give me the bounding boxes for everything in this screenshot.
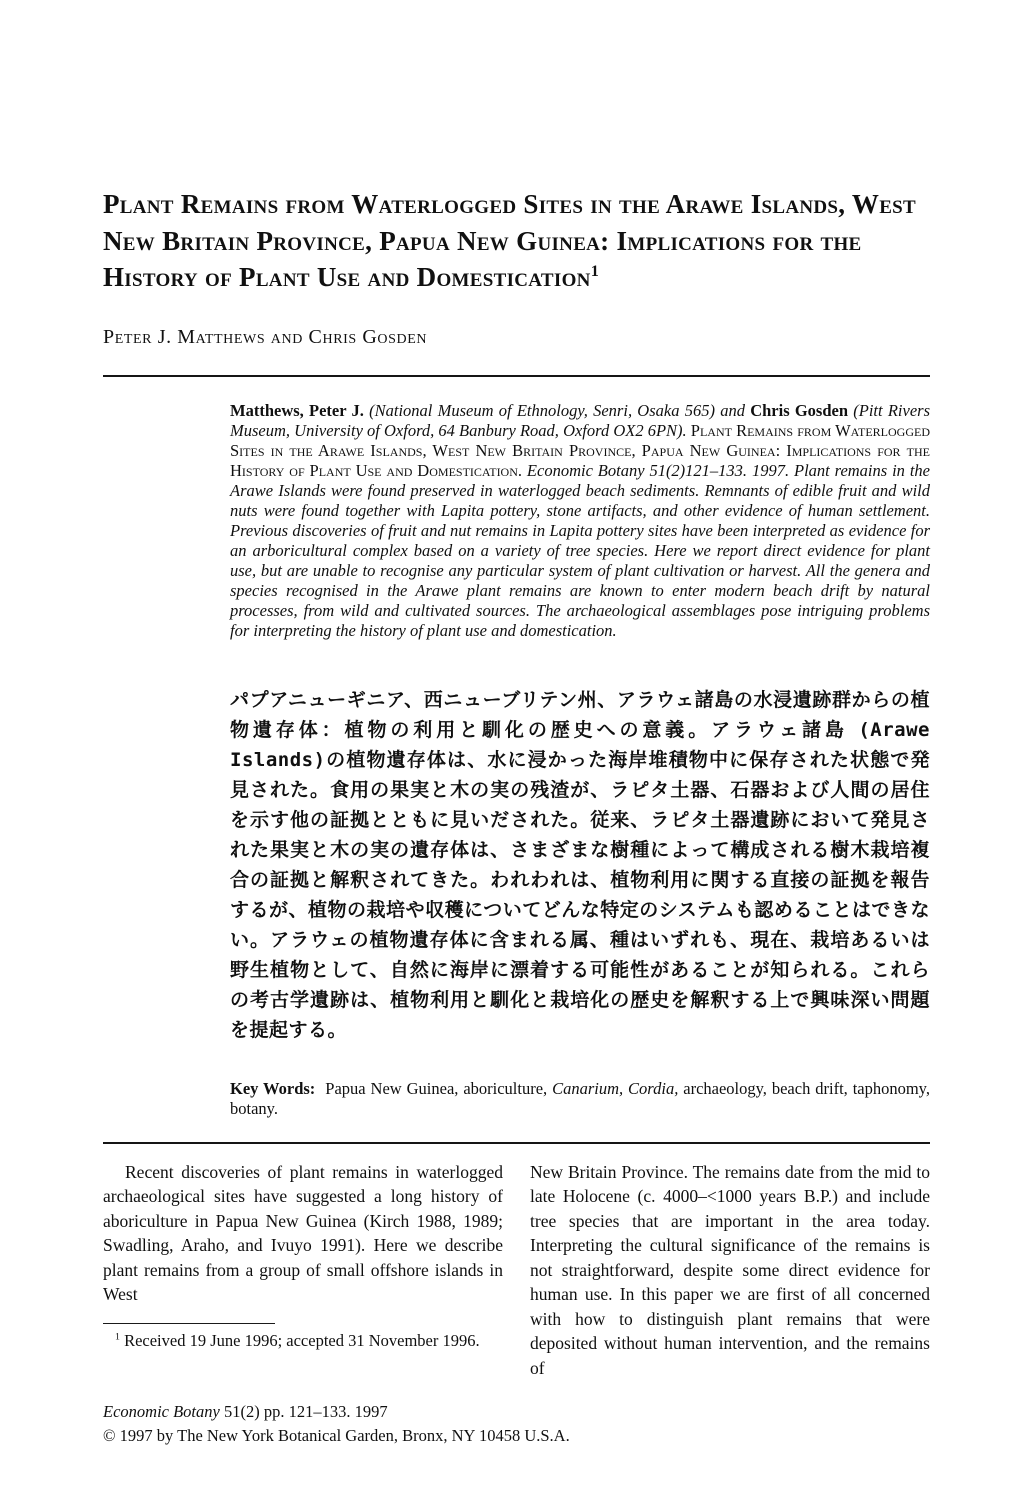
footer-citation-line [103, 1400, 570, 1424]
keywords-italic-terms: Canarium, Cordia, [552, 1078, 679, 1098]
abstract-paragraph [230, 401, 930, 640]
body-columns [103, 1160, 930, 1381]
footer-copyright-line: © 1997 by The New York Botanical Garden, Bronx, NY 10458 U.S.A. [103, 1426, 570, 1445]
authors-line: Peter J. Matthews and Chris Gosden [103, 326, 428, 349]
keywords-tail: archaeology, beach drift, taphonomy, botany. [230, 1078, 930, 1119]
paper-title-text: Plant Remains from Waterlogged Sites in the Arawe Islands, West New Britain Province, Papua New Guinea: Implications for the History of Plant Use and Domestication [103, 189, 917, 293]
japanese-abstract [230, 685, 930, 1045]
abstract-author-2: Chris Gosden [750, 401, 849, 421]
title-footnote-marker: 1 [590, 262, 600, 281]
paper-title [103, 186, 930, 296]
abstract-article-title: Plant Remains from Waterlogged Sites in the Arawe Islands, West New Britain Province, Papua New Guinea: Implications for the History of Plant Use and Domestication. [230, 421, 930, 481]
divider-bottom [103, 1142, 930, 1144]
abstract-body-text: Economic Botany 51(2)121–133. 1997. Plant remains in the Arawe Islands were found preserved in waterlogged beach sediments. Remnants of edible fruit and wild nuts were found together with Lapita pottery, stone artifacts, and other evidence of human settlement. Previous discoveries of fruit and nut remains in Lapita pottery sites have been interpreted as evidence for an arboricultural complex based on a variety of tree species. Here we report direct evidence for plant use, but are unable to recognise any particular system of plant cultivation or harvest. All the genera and species recognised in the Arawe plant remains are known to enter modern beach drift by natural processes, from wild and cultivated sources. The archaeological assemblages pose intriguing problems for interpreting the history of plant use and domestication. [230, 461, 930, 640]
keywords-label: Key Words: [230, 1078, 316, 1098]
divider-top [103, 375, 930, 377]
japanese-abstract-part2: の植物遺存体は、水に浸かった海岸堆積物中に保存された状態で発見された。食用の果実と木の実の残渣が、ラピタ土器、石器および人間の居住を示す他の証拠とともに見いだされた。従来、ラピタ土器遺跡において発見された果実と木の実の遺存体は、さまざまな樹種によって構成される樹木栽培複合の証拠と解釈されてきた。われわれは、植物利用に関する直接の証拠を報告するが、植物の栽培や収穫についてどんな特定のシステムも認めることはできない。アラウェの植物遺存体に含まれる属、種はいずれも、現在、栽培あるいは野生植物として、自然に海岸に漂着する可能性があることが知られる。これらの考古学遺跡は、植物利用と馴化と栽培化の歴史を解釈する上で興味深い問題を提起する。 [230, 748, 930, 1041]
left-column-paragraph: Recent discoveries of plant remains in waterlogged archaeological sites have suggested a long history of aboriculture in Papua New Guinea (Kirch 1988, 1989; Swadling, Araho, and Ivuyo 1991). Here we describe plant remains from a group of small offshore islands in West [103, 1161, 503, 1305]
keywords-lead: Papua New Guinea, aboriculture, [325, 1078, 553, 1098]
abstract-affiliation-1: (National Museum of Ethnology, Senri, Osaka 565) and [369, 401, 751, 421]
footnote [103, 1330, 503, 1352]
footer-citation-text: 51(2) pp. 121–133. 1997 [219, 1402, 388, 1421]
japanese-abstract-part1: パプアニューギニア、西ニューブリテン州、アラウェ諸島の水浸遺跡群からの植物遺存体：植物の利用と馴化の歴史への意義。アラウェ諸島 [230, 688, 930, 741]
page-footer [103, 1400, 570, 1448]
footnote-rule [103, 1323, 275, 1324]
left-column [103, 1160, 503, 1381]
keywords-paragraph [230, 1079, 930, 1120]
abstract-author-1: Matthews, Peter J. [230, 401, 370, 421]
right-column [530, 1160, 930, 1381]
right-column-paragraph: New Britain Province. The remains date from the mid to late Holocene (c. 4000–<1000 years B.P.) and include tree species that are important in the area today. Interpreting the cultural significance of the remains is not straightforward, despite some direct evidence for human use. In this paper we are first of all concerned with how to distinguish plant remains that were deposited without human intervention, and the remains of [530, 1161, 930, 1378]
japanese-abstract-latin: (Arawe Islands) [230, 718, 930, 771]
abstract-affiliation-2: (Pitt Rivers Museum, University of Oxford, 64 Banbury Road, Oxford OX2 6PN). [230, 401, 930, 441]
footnote-marker: 1 [115, 1331, 120, 1343]
footnote-text: Received 19 June 1996; accepted 31 November 1996. [119, 1330, 480, 1350]
footer-journal-name: Economic Botany [103, 1402, 220, 1421]
